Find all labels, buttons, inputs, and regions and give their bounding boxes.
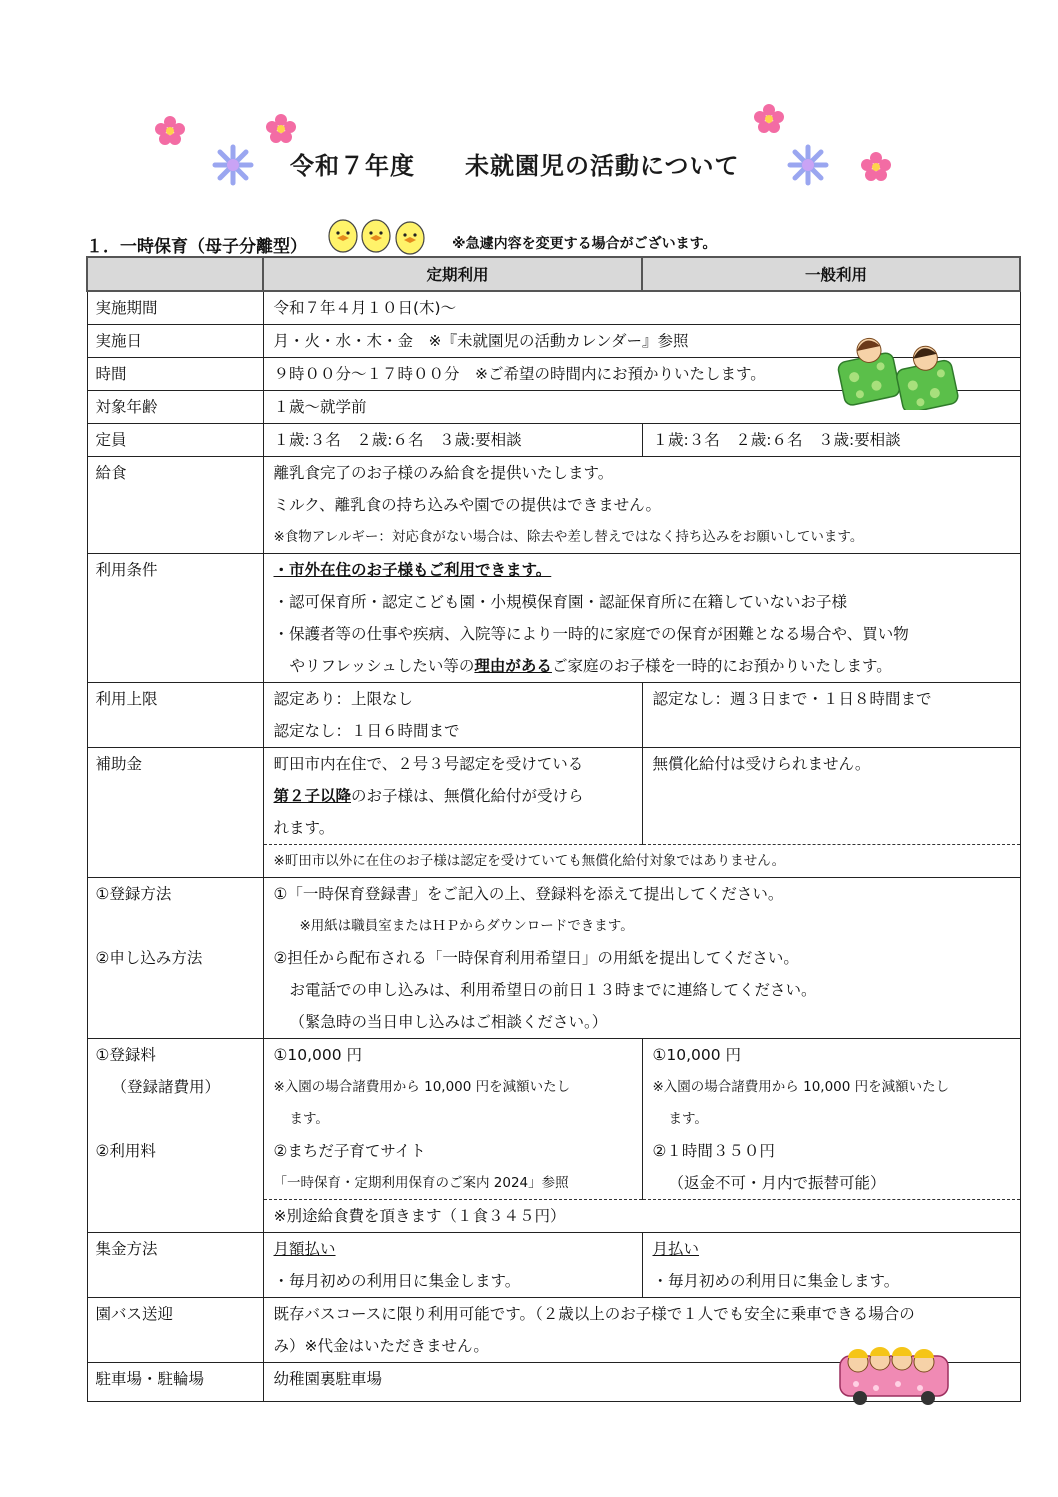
blue-flower-icon [212, 144, 254, 186]
header-row [87, 257, 1020, 291]
limit-regular: 認定あり：上限なし [273, 690, 414, 708]
blue-flower-icon [787, 144, 829, 186]
pink-flower-icon [753, 103, 785, 135]
condition-text: やリフレッシュしたい等の [289, 657, 475, 675]
row-label: 時間 [95, 365, 127, 383]
subsidy-regular: 町田市内在住で、２号３号認定を受けている [273, 755, 584, 773]
registration-line: （緊急時の当日申し込みはご相談ください。） [289, 1013, 608, 1031]
row-label: 対象年齢 [95, 398, 158, 416]
row-label: 駐車場・駐輪場 [95, 1370, 205, 1388]
table-row [87, 291, 1020, 325]
row-label: ①登録料 [95, 1046, 156, 1064]
registration-line: ②担任から配布される「一時保育利用希望日」の用紙を提出してください。 [273, 949, 799, 967]
table-row [87, 554, 1020, 683]
school-bus-icon [836, 1338, 952, 1408]
fee-regular: ①10,000 円 [273, 1046, 363, 1064]
registration-note: ※用紙は職員室またはＨＰからダウンロードできます。 [299, 918, 634, 934]
table-row [87, 878, 1020, 1039]
condition-line: ・認可保育所・認定こども園・小規模保育園・認証保育所に在籍していないお子様 [273, 593, 848, 611]
condition-emphasis: 理由がある [474, 657, 552, 675]
header-blank [87, 257, 263, 291]
row-label: 実施日 [95, 332, 143, 350]
meal-line: 離乳食完了のお子様のみ給食を提供いたします。 [273, 464, 614, 482]
registration-line: ①「一時保育登録書」をご記入の上、登録料を添えて提出してください。 [273, 885, 784, 903]
subsidy-regular: れます。 [273, 819, 335, 837]
meal-allergy-note: ※食物アレルギー：対応食がない場合は、除去や差し替えではなく持ち込みをお願いしています。 [273, 529, 864, 545]
time-value: ９時００分～１７時００分 ※ご希望の時間内にお預かりいたします。 [273, 365, 766, 383]
fee-regular: ②まちだ子育てサイト [273, 1142, 426, 1160]
condition-text: ご家庭のお子様を一時的にお預かりいたします。 [551, 657, 892, 675]
row-label: 補助金 [95, 755, 143, 773]
fee-regular-note: 「一時保育・定期利用保育のご案内 2024」参照 [273, 1175, 569, 1191]
payment-regular: 月額払い [273, 1240, 336, 1258]
sleeping-children-icon [834, 330, 964, 410]
header-general: 一般利用 [642, 257, 1020, 291]
fee-general: ②１時間３５０円 [652, 1142, 775, 1160]
row-label: 給食 [95, 464, 127, 482]
fee-note: ※別途給食費を頂きます（１食３４５円） [273, 1207, 566, 1225]
payment-regular: ・毎月初めの利用日に集金します。 [273, 1272, 521, 1290]
condition-line: ・市外在住のお子様もご利用できます。 [273, 561, 552, 579]
section-heading: １．一時保育（母子分離型） [86, 237, 307, 257]
parking-value: 幼稚園裏駐車場 [273, 1370, 383, 1388]
bus-line: 既存バスコースに限り利用可能です。（２歳以上のお子様で１人でも安全に乗車できる場合の [273, 1305, 915, 1323]
row-label: 集金方法 [95, 1240, 158, 1258]
chick-icon [326, 214, 436, 256]
payment-general: 月払い [652, 1240, 700, 1258]
fee-regular-note: ※入園の場合諸費用から 10,000 円を減額いたし [273, 1079, 571, 1095]
row-label: ②利用料 [95, 1142, 156, 1160]
row-label: （登録諸費用） [111, 1078, 221, 1096]
row-label: 利用条件 [95, 561, 158, 579]
pink-flower-icon [154, 115, 186, 147]
age-value: １歳～就学前 [273, 398, 367, 416]
bus-line: み）※代金はいただきません。 [273, 1337, 489, 1355]
row-label: 実施期間 [95, 299, 158, 317]
fee-general: ①10,000 円 [652, 1046, 742, 1064]
table-row [87, 748, 1020, 845]
header-regular: 定期利用 [263, 257, 642, 291]
row-label: 園バス送迎 [95, 1305, 174, 1323]
fee-regular-note: ます。 [289, 1111, 329, 1127]
table-row [87, 1233, 1020, 1298]
fee-general: （返金不可・月内で振替可能） [668, 1174, 886, 1192]
fee-general-note: ます。 [668, 1111, 708, 1127]
subsidy-emphasis: 第２子以降 [273, 787, 352, 805]
period-value: 令和７年４月１０日(木)～ [273, 299, 457, 317]
page-title: 令和７年度 未就園児の活動について [290, 152, 740, 180]
pink-flower-icon [265, 113, 297, 145]
limit-regular: 認定なし：１日６時間まで [273, 722, 460, 740]
row-label: ②申し込み方法 [95, 949, 203, 967]
row-label: ①登録方法 [95, 885, 172, 903]
info-table [86, 256, 1021, 1402]
subsidy-note: ※町田市以外に在住のお子様は認定を受けていても無償化給付対象ではありません。 [273, 853, 786, 869]
capacity-regular: １歳:３名 ２歳:６名 ３歳:要相談 [273, 431, 522, 449]
meal-line: ミルク、離乳食の持ち込みや園での提供はできません。 [273, 496, 662, 514]
fee-general-note: ※入園の場合諸費用から 10,000 円を減額いたし [652, 1079, 950, 1095]
table-row [87, 424, 1020, 457]
condition-line: ・保護者等の仕事や疾病、入院等により一時的に家庭での保育が困難となる場合や、買い物 [273, 625, 909, 643]
payment-general: ・毎月初めの利用日に集金します。 [652, 1272, 900, 1290]
capacity-general: １歳:３名 ２歳:６名 ３歳:要相談 [652, 431, 901, 449]
row-label: 定員 [95, 431, 127, 449]
table-row [87, 457, 1020, 554]
notice-text: ※急遽内容を変更する場合がございます。 [452, 236, 717, 252]
registration-line: お電話での申し込みは、利用希望日の前日１３時までに連絡してください。 [289, 981, 817, 999]
pink-flower-icon [860, 151, 892, 183]
limit-general: 認定なし：週３日まで・１日８時間まで [652, 690, 932, 708]
subsidy-regular: のお子様は、無償化給付が受けら [351, 787, 584, 805]
days-value: 月・火・水・木・金 ※『未就園児の活動カレンダー』参照 [273, 332, 689, 350]
table-row [87, 1039, 1020, 1200]
subsidy-general: 無償化給付は受けられません。 [652, 755, 871, 773]
row-label: 利用上限 [95, 690, 158, 708]
table-row [87, 683, 1020, 748]
